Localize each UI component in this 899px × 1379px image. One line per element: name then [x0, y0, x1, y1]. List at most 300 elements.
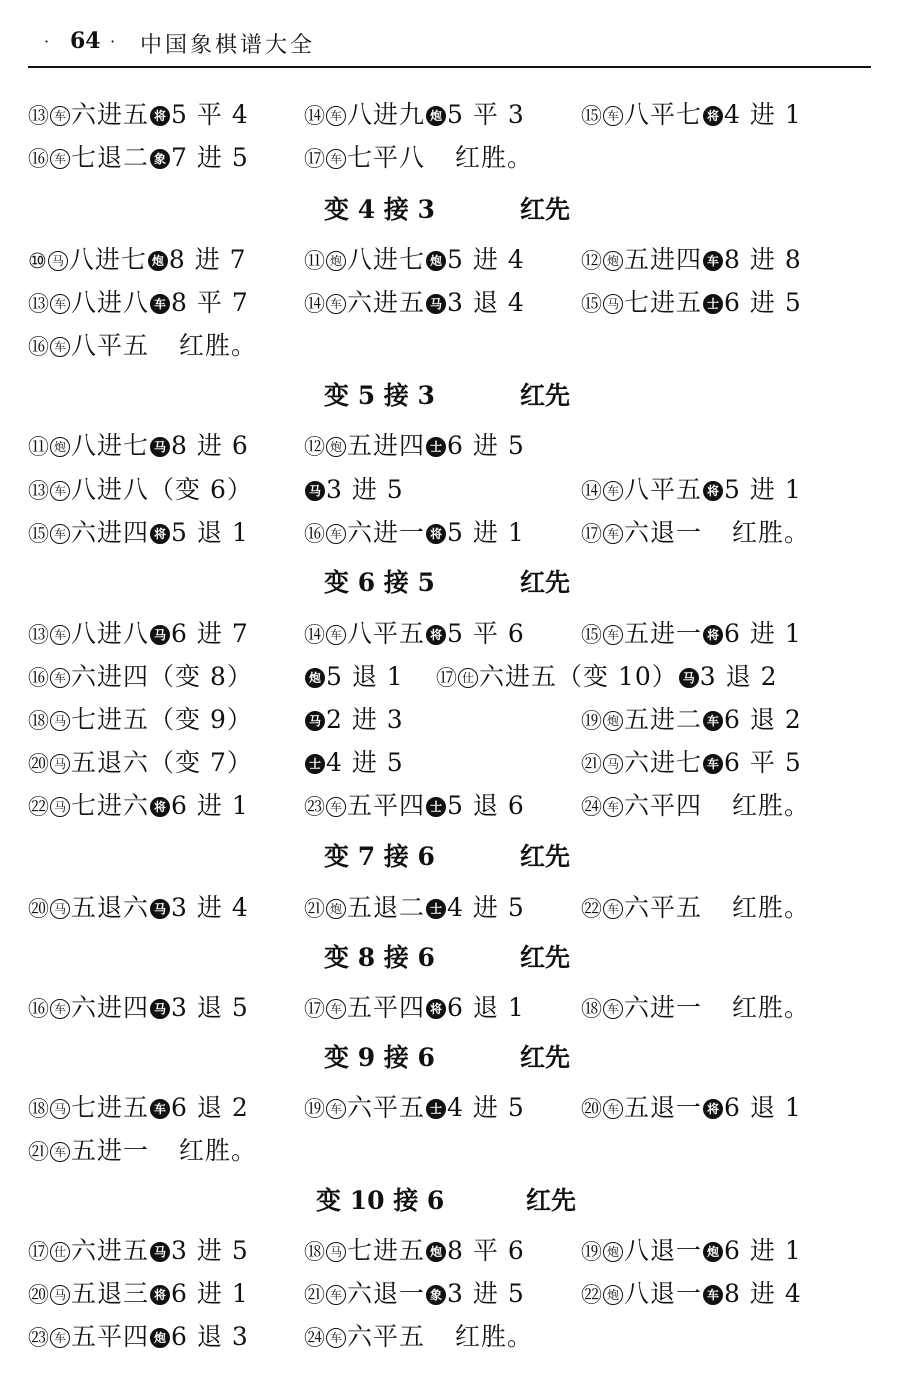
red-piece-icon: 马 [48, 251, 68, 271]
move-number: ㉒ [581, 897, 602, 921]
move-entry [28, 614, 249, 655]
move-line [28, 614, 871, 654]
first-mover-label: 红先 [520, 568, 571, 597]
red-move-text: 六进五 [71, 1236, 150, 1265]
black-piece-icon: 将 [703, 1099, 723, 1119]
move-number: ⑲ [304, 1097, 325, 1121]
red-move-text: 八平五 [347, 619, 426, 648]
black-move-text: 5 退 1 [326, 662, 404, 691]
move-entry [436, 657, 777, 698]
move-line [28, 326, 871, 366]
red-move-text: 六进五 [347, 288, 426, 317]
black-piece-icon: 炮 [426, 106, 446, 126]
red-move-text: 五退六 [71, 893, 150, 922]
move-entry [28, 786, 249, 827]
move-entry [28, 513, 249, 554]
black-move-text: 6 退 3 [171, 1322, 249, 1351]
red-piece-icon: 马 [326, 1242, 346, 1262]
move-number: ㉓ [28, 1326, 49, 1350]
red-move-text: 五进二 [624, 705, 703, 734]
black-piece-icon: 将 [150, 797, 170, 817]
black-piece-icon: 象 [150, 149, 170, 169]
black-piece-icon: 车 [703, 1285, 723, 1305]
variation-heading [28, 376, 871, 416]
black-move-text: 4 进 5 [326, 748, 404, 777]
black-move-text: 6 进 1 [171, 791, 249, 820]
black-move-text: 4 进 5 [447, 893, 525, 922]
black-move-text: 6 退 2 [171, 1093, 249, 1122]
black-piece-icon: 车 [703, 251, 723, 271]
red-move-text: 六平五 [347, 1322, 426, 1351]
red-piece-icon: 车 [326, 294, 346, 314]
red-move-text: 六进五（变 10） [479, 662, 678, 691]
move-number: ⑮ [28, 522, 49, 546]
page-header [28, 20, 871, 68]
move-number: ⑭ [304, 292, 325, 316]
red-piece-icon: 车 [603, 797, 623, 817]
move-entry [304, 988, 525, 1029]
black-move-text: 2 进 3 [326, 705, 404, 734]
black-piece-icon: 炮 [148, 251, 168, 271]
first-mover-label: 红先 [520, 195, 571, 224]
page-number: 64 [70, 28, 101, 54]
move-number: ⑭ [581, 479, 602, 503]
move-line [28, 988, 871, 1028]
move-number: ㉓ [304, 795, 325, 819]
red-piece-icon: 炮 [326, 899, 346, 919]
variation-label: 变 7 接 6 [324, 842, 435, 871]
red-move-text: 五进一 [71, 1136, 150, 1165]
black-piece-icon: 士 [426, 1099, 446, 1119]
red-piece-icon: 车 [326, 149, 346, 169]
move-entry [304, 1231, 525, 1272]
red-move-text: 五退二 [347, 893, 426, 922]
move-entry [304, 95, 525, 136]
move-number: ㉒ [28, 795, 49, 819]
move-entry [28, 283, 249, 324]
move-number: ⑯ [28, 335, 49, 359]
red-piece-icon: 车 [50, 1328, 70, 1348]
red-piece-icon: 车 [50, 294, 70, 314]
red-piece-icon: 车 [50, 999, 70, 1019]
move-number: ⑱ [28, 709, 49, 733]
black-move-text: 5 平 3 [447, 100, 525, 129]
red-piece-icon: 车 [50, 481, 70, 501]
move-entry [581, 614, 802, 655]
black-move-text: 3 退 2 [699, 662, 778, 691]
black-move-text: 4 进 1 [724, 100, 802, 129]
red-piece-icon: 炮 [603, 1242, 623, 1262]
red-move-text: 七平八 [347, 143, 426, 172]
black-move-text: 3 退 4 [447, 288, 525, 317]
move-entry [28, 426, 249, 467]
black-move-text: 5 退 1 [171, 518, 249, 547]
black-move-text: 8 进 8 [724, 245, 802, 274]
black-piece-icon: 将 [426, 999, 446, 1019]
red-move-text: 七进五 [347, 1236, 426, 1265]
move-number: ㉑ [304, 1283, 325, 1307]
black-move-text: 6 退 1 [724, 1093, 802, 1122]
move-entry [304, 1088, 525, 1129]
red-piece-icon: 车 [603, 999, 623, 1019]
move-number: ⑰ [581, 522, 602, 546]
move-number: ⑩ [28, 249, 47, 273]
black-move-text: 6 进 5 [447, 431, 525, 460]
move-entry [581, 470, 802, 511]
red-move-text: 六退一 [347, 1279, 426, 1308]
red-move-text: 六进四 [71, 518, 150, 547]
black-piece-icon: 马 [305, 481, 325, 501]
black-piece-icon: 马 [150, 899, 170, 919]
red-piece-icon: 马 [50, 1285, 70, 1305]
move-number: ⑱ [304, 1240, 325, 1264]
black-piece-icon: 车 [703, 711, 723, 731]
red-piece-icon: 车 [603, 899, 623, 919]
black-piece-icon: 象 [426, 1285, 446, 1305]
move-number: ⑯ [304, 522, 325, 546]
red-piece-icon: 马 [603, 754, 623, 774]
move-entry [304, 1274, 525, 1315]
move-number: ⑰ [304, 147, 325, 171]
black-move-text: 5 进 4 [447, 245, 525, 274]
move-line [28, 1274, 871, 1314]
black-piece-icon: 将 [703, 106, 723, 126]
move-entry [581, 1274, 802, 1315]
move-entry [304, 614, 525, 655]
move-line [28, 470, 871, 510]
black-move-text: 5 进 1 [724, 475, 802, 504]
red-move-text: 七进五 [71, 1093, 150, 1122]
red-piece-icon: 车 [326, 106, 346, 126]
move-line [28, 657, 871, 697]
red-piece-icon: 车 [326, 999, 346, 1019]
red-move-text: 八进八 [71, 619, 150, 648]
first-mover-label: 红先 [520, 381, 571, 410]
move-entry [28, 700, 253, 741]
black-piece-icon: 马 [305, 711, 325, 731]
black-move-text: 3 退 5 [171, 993, 249, 1022]
black-move-text: 8 进 6 [171, 431, 249, 460]
red-move-text: 六进一 [347, 518, 426, 547]
black-piece-icon: 将 [703, 625, 723, 645]
move-entry [581, 95, 802, 136]
red-piece-icon: 仕 [50, 1242, 70, 1262]
red-move-text: 六平五 [347, 1093, 426, 1122]
red-move-text: 八进七 [71, 431, 150, 460]
variation-label: 变 10 接 6 [316, 1186, 445, 1215]
black-move-text: 4 进 5 [447, 1093, 525, 1122]
move-line [28, 743, 871, 783]
move-number: ⑬ [28, 623, 49, 647]
move-number: ⑬ [28, 292, 49, 316]
red-move-text: 六进七 [624, 748, 703, 777]
black-piece-icon: 士 [426, 437, 446, 457]
red-move-text: 八退一 [624, 1279, 703, 1308]
red-move-text: 八退一 [624, 1236, 703, 1265]
first-mover-label: 红先 [520, 1043, 571, 1072]
move-line [28, 888, 871, 928]
red-piece-icon: 马 [50, 797, 70, 817]
move-entry [304, 888, 525, 929]
red-piece-icon: 车 [326, 524, 346, 544]
move-entry [304, 138, 533, 179]
variation-heading [28, 938, 871, 978]
result-text: 红胜。 [732, 791, 811, 820]
move-entry [581, 1231, 802, 1272]
red-move-text: 六进四 [71, 993, 150, 1022]
move-entry [28, 1231, 249, 1272]
red-piece-icon: 马 [50, 711, 70, 731]
red-move-text: 五退六（变 7） [71, 748, 253, 777]
move-entry [581, 1088, 802, 1129]
red-move-text: 五进四 [624, 245, 703, 274]
move-line [28, 138, 871, 178]
red-piece-icon: 马 [50, 1099, 70, 1119]
black-move-text: 8 进 4 [724, 1279, 802, 1308]
move-number: ㉑ [581, 752, 602, 776]
black-piece-icon: 将 [150, 524, 170, 544]
move-entry [28, 470, 253, 511]
move-entry [304, 1317, 533, 1358]
red-piece-icon: 车 [326, 1099, 346, 1119]
move-number: ⑬ [28, 479, 49, 503]
black-piece-icon: 车 [703, 754, 723, 774]
move-entry [581, 700, 802, 741]
move-line [28, 1131, 871, 1171]
black-move-text: 5 退 6 [447, 791, 525, 820]
move-entry [28, 988, 249, 1029]
move-entry [304, 700, 404, 740]
result-text: 红胜。 [179, 331, 258, 360]
black-move-text: 5 进 1 [447, 518, 525, 547]
variation-heading [28, 190, 871, 230]
move-entry [581, 888, 810, 929]
move-number: ⑭ [304, 623, 325, 647]
red-piece-icon: 车 [326, 797, 346, 817]
move-entry [304, 657, 404, 697]
move-entry [28, 657, 253, 698]
move-number: ⑪ [28, 435, 49, 459]
move-number: ⑬ [28, 104, 49, 128]
black-piece-icon: 士 [703, 294, 723, 314]
move-line [28, 240, 871, 280]
move-number: ⑲ [581, 709, 602, 733]
move-entry [28, 1131, 257, 1172]
red-piece-icon: 车 [326, 1328, 346, 1348]
move-number: ⑮ [581, 104, 602, 128]
black-piece-icon: 炮 [426, 1242, 446, 1262]
move-entry [28, 1317, 249, 1358]
red-move-text: 六平五 [624, 893, 703, 922]
red-move-text: 七进六 [71, 791, 150, 820]
black-move-text: 6 退 1 [447, 993, 525, 1022]
first-mover-label: 红先 [520, 842, 571, 871]
result-text: 红胜。 [732, 518, 811, 547]
result-text: 红胜。 [455, 143, 534, 172]
red-piece-icon: 车 [50, 524, 70, 544]
red-move-text: 五退一 [624, 1093, 703, 1122]
move-number: ㉔ [581, 795, 602, 819]
black-piece-icon: 车 [150, 1099, 170, 1119]
variation-label: 变 6 接 5 [324, 568, 435, 597]
red-move-text: 五退三 [71, 1279, 150, 1308]
red-move-text: 八平五 [71, 331, 150, 360]
black-piece-icon: 马 [150, 999, 170, 1019]
header-dot-left: · [44, 32, 50, 51]
variation-heading [28, 1038, 871, 1078]
black-piece-icon: 将 [426, 625, 446, 645]
move-entry [28, 138, 249, 179]
red-piece-icon: 马 [50, 899, 70, 919]
move-entry [581, 513, 810, 554]
move-number: ⑰ [28, 1240, 49, 1264]
move-number: ⑱ [581, 997, 602, 1021]
red-piece-icon: 炮 [326, 251, 346, 271]
move-line [28, 786, 871, 826]
black-move-text: 6 进 5 [724, 288, 802, 317]
variation-heading [28, 1181, 871, 1221]
red-piece-icon: 马 [50, 754, 70, 774]
move-entry [581, 240, 802, 281]
black-piece-icon: 马 [150, 1242, 170, 1262]
move-entry [581, 786, 810, 827]
black-move-text: 6 进 1 [171, 1279, 249, 1308]
red-move-text: 六进五 [71, 100, 150, 129]
variation-label: 变 9 接 6 [324, 1043, 435, 1072]
move-number: ⑱ [28, 1097, 49, 1121]
move-line [28, 700, 871, 740]
move-number: ⑮ [581, 623, 602, 647]
move-entry [304, 743, 404, 783]
black-piece-icon: 炮 [150, 1328, 170, 1348]
red-piece-icon: 车 [326, 625, 346, 645]
red-move-text: 八进七 [68, 245, 147, 274]
move-line [28, 513, 871, 553]
red-move-text: 六进一 [624, 993, 703, 1022]
black-move-text: 3 进 5 [171, 1236, 249, 1265]
black-piece-icon: 炮 [426, 251, 446, 271]
move-number: ⑯ [28, 997, 49, 1021]
variation-label: 变 8 接 6 [324, 943, 435, 972]
red-move-text: 五平四 [347, 791, 426, 820]
book-title: 中国象棋谱大全 [140, 33, 316, 58]
result-text: 红胜。 [455, 1322, 534, 1351]
move-entry [28, 326, 257, 367]
black-piece-icon: 将 [150, 1285, 170, 1305]
black-piece-icon: 车 [150, 294, 170, 314]
move-line [28, 1317, 871, 1357]
move-number: ⑫ [304, 435, 325, 459]
move-number: ⑯ [28, 147, 49, 171]
red-move-text: 八进七 [347, 245, 426, 274]
move-entry [581, 743, 802, 784]
red-piece-icon: 车 [50, 1142, 70, 1162]
move-number: ⑰ [436, 666, 457, 690]
red-piece-icon: 车 [326, 1285, 346, 1305]
black-piece-icon: 马 [679, 668, 699, 688]
move-line [28, 283, 871, 323]
red-piece-icon: 炮 [603, 711, 623, 731]
move-entry [304, 283, 525, 324]
variation-label: 变 5 接 3 [324, 381, 435, 410]
red-piece-icon: 车 [50, 625, 70, 645]
move-number: ㉑ [28, 1140, 49, 1164]
red-move-text: 八进九 [347, 100, 426, 129]
black-move-text: 5 平 4 [171, 100, 249, 129]
black-piece-icon: 炮 [703, 1242, 723, 1262]
red-piece-icon: 仕 [458, 668, 478, 688]
red-move-text: 八进八（变 6） [71, 475, 253, 504]
move-number: ⑳ [28, 1283, 49, 1307]
move-line [28, 95, 871, 135]
red-move-text: 五进一 [624, 619, 703, 648]
red-move-text: 五平四 [347, 993, 426, 1022]
red-move-text: 七进五（变 9） [71, 705, 253, 734]
move-entry [28, 1274, 249, 1315]
red-piece-icon: 车 [603, 106, 623, 126]
black-move-text: 3 进 5 [326, 475, 404, 504]
black-move-text: 5 平 6 [447, 619, 525, 648]
red-move-text: 五平四 [71, 1322, 150, 1351]
result-text: 红胜。 [732, 993, 811, 1022]
black-piece-icon: 炮 [305, 668, 325, 688]
red-piece-icon: 车 [603, 481, 623, 501]
move-entry [304, 513, 525, 554]
red-move-text: 六平四 [624, 791, 703, 820]
move-number: ⑳ [28, 897, 49, 921]
red-piece-icon: 马 [603, 294, 623, 314]
red-move-text: 八平五 [624, 475, 703, 504]
red-move-text: 六退一 [624, 518, 703, 547]
red-piece-icon: 车 [50, 106, 70, 126]
black-piece-icon: 将 [426, 524, 446, 544]
move-entry [28, 95, 249, 136]
move-number: ⑮ [581, 292, 602, 316]
first-mover-label: 红先 [520, 943, 571, 972]
variation-heading [28, 563, 871, 603]
black-move-text: 3 进 4 [171, 893, 249, 922]
red-piece-icon: 炮 [603, 251, 623, 271]
move-number: ⑰ [304, 997, 325, 1021]
red-piece-icon: 车 [603, 524, 623, 544]
result-text: 红胜。 [179, 1136, 258, 1165]
red-piece-icon: 车 [603, 625, 623, 645]
move-number: ⑯ [28, 666, 49, 690]
black-piece-icon: 士 [305, 754, 325, 774]
first-mover-label: 红先 [526, 1186, 577, 1215]
red-move-text: 七进五 [624, 288, 703, 317]
red-piece-icon: 车 [50, 149, 70, 169]
move-number: ⑳ [28, 752, 49, 776]
red-move-text: 八进八 [71, 288, 150, 317]
black-piece-icon: 将 [703, 481, 723, 501]
move-number: ⑪ [304, 249, 325, 273]
move-entry [28, 888, 249, 929]
move-entry [28, 743, 253, 784]
black-piece-icon: 马 [426, 294, 446, 314]
black-piece-icon: 马 [150, 625, 170, 645]
black-move-text: 6 进 7 [171, 619, 249, 648]
red-move-text: 七退二 [71, 143, 150, 172]
black-move-text: 7 进 5 [171, 143, 249, 172]
red-piece-icon: 车 [50, 337, 70, 357]
move-entry [304, 470, 404, 510]
black-move-text: 8 平 6 [447, 1236, 525, 1265]
red-piece-icon: 炮 [603, 1285, 623, 1305]
move-entry [304, 240, 525, 281]
black-move-text: 6 平 5 [724, 748, 802, 777]
black-piece-icon: 马 [150, 437, 170, 457]
